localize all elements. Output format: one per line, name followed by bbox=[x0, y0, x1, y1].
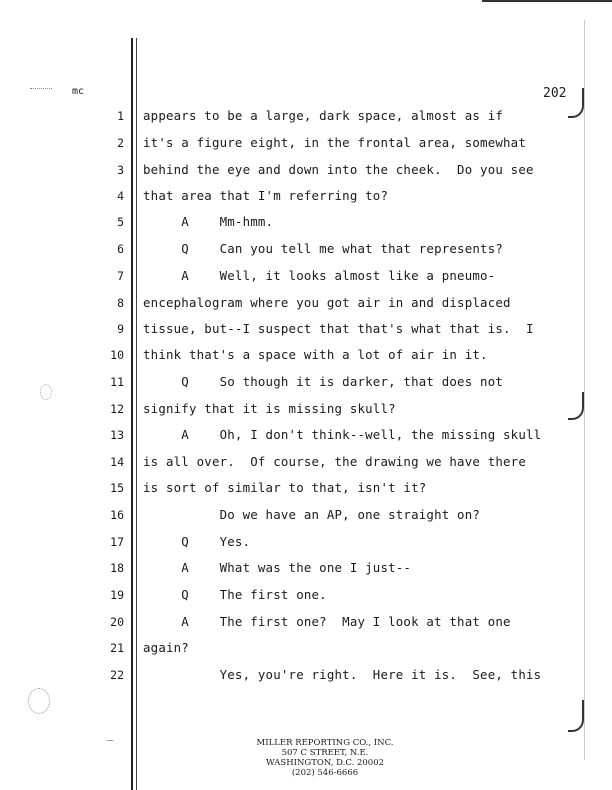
scan-speck bbox=[106, 740, 114, 741]
line-number: 17 bbox=[110, 535, 124, 549]
footer-street: 507 C STREET, N.E. bbox=[281, 748, 369, 758]
line-number: 3 bbox=[117, 163, 124, 177]
line-number: 7 bbox=[117, 269, 124, 283]
transcript-line: Q Can you tell me what that represents? bbox=[143, 241, 504, 256]
line-number: 11 bbox=[110, 375, 124, 389]
transcript-line: again? bbox=[143, 640, 189, 655]
transcript-line: A The first one? May I look at that one bbox=[143, 614, 511, 629]
line-number: 14 bbox=[110, 455, 124, 469]
transcript-line: Do we have an AP, one straight on? bbox=[143, 507, 481, 522]
line-number: 8 bbox=[117, 296, 124, 310]
page-number: 202 bbox=[543, 86, 567, 101]
transcript-line: that area that I'm referring to? bbox=[143, 188, 389, 203]
scan-speck bbox=[28, 688, 50, 714]
transcript-line: think that's a space with a lot of air in it. bbox=[143, 347, 488, 362]
transcript-line: A Oh, I don't think--well, the missing skull bbox=[143, 427, 542, 442]
line-number: 22 bbox=[110, 668, 124, 682]
line-number: 16 bbox=[110, 508, 124, 522]
scan-mark bbox=[30, 88, 52, 91]
line-number: 19 bbox=[110, 588, 124, 602]
transcript-line: appears to be a large, dark space, almost as if bbox=[143, 108, 504, 123]
transcript-line: Q Yes. bbox=[143, 534, 251, 549]
line-number: 20 bbox=[110, 615, 124, 629]
right-margin-rule bbox=[584, 20, 585, 760]
footer-company: MILLER REPORTING CO., INC. bbox=[256, 738, 394, 748]
left-margin-rule bbox=[131, 38, 133, 790]
transcript-line: is all over. Of course, the drawing we have there bbox=[143, 454, 526, 469]
line-number: 9 bbox=[117, 322, 124, 336]
transcript-line: tissue, but--I suspect that that's what that is. I bbox=[143, 321, 534, 336]
transcript-line: A What was the one I just-- bbox=[143, 560, 412, 575]
line-number: 2 bbox=[117, 136, 124, 150]
footer-phone: (202) 546-6666 bbox=[291, 768, 359, 778]
reporter-footer bbox=[220, 738, 430, 778]
transcript-line: Yes, you're right. Here it is. See, this bbox=[143, 667, 542, 682]
scan-speck bbox=[40, 384, 52, 400]
transcript-line: behind the eye and down into the cheek. Do you see bbox=[143, 162, 534, 177]
line-number: 6 bbox=[117, 242, 124, 256]
transcript-line: Q The first one. bbox=[143, 587, 327, 602]
transcript-line: signify that it is missing skull? bbox=[143, 401, 396, 416]
line-number: 15 bbox=[110, 481, 124, 495]
line-number: 4 bbox=[117, 189, 124, 203]
transcript-line: Q So though it is darker, that does not bbox=[143, 374, 504, 389]
reporter-initials: mc bbox=[72, 86, 85, 97]
margin-bracket-mark bbox=[568, 392, 584, 420]
footer-city: WASHINGTON, D.C. 20002 bbox=[265, 758, 385, 768]
line-number: 5 bbox=[117, 215, 124, 229]
left-margin-rule-inner bbox=[136, 38, 137, 790]
line-number: 21 bbox=[110, 641, 124, 655]
margin-bracket-mark bbox=[568, 88, 584, 118]
transcript-line: encephalogram where you got air in and displaced bbox=[143, 295, 511, 310]
transcript-line: A Well, it looks almost like a pneumo- bbox=[143, 268, 496, 283]
margin-bracket-mark bbox=[568, 700, 584, 732]
transcript-line: it's a figure eight, in the frontal area, somewhat bbox=[143, 135, 526, 150]
line-number: 18 bbox=[110, 561, 124, 575]
line-number: 12 bbox=[110, 402, 124, 416]
line-number: 10 bbox=[110, 348, 124, 362]
transcript-line: is sort of similar to that, isn't it? bbox=[143, 480, 427, 495]
top-edge-rule bbox=[482, 0, 612, 2]
transcript-line: A Mm-hmm. bbox=[143, 214, 274, 229]
line-number: 1 bbox=[117, 109, 124, 123]
line-number: 13 bbox=[110, 428, 124, 442]
